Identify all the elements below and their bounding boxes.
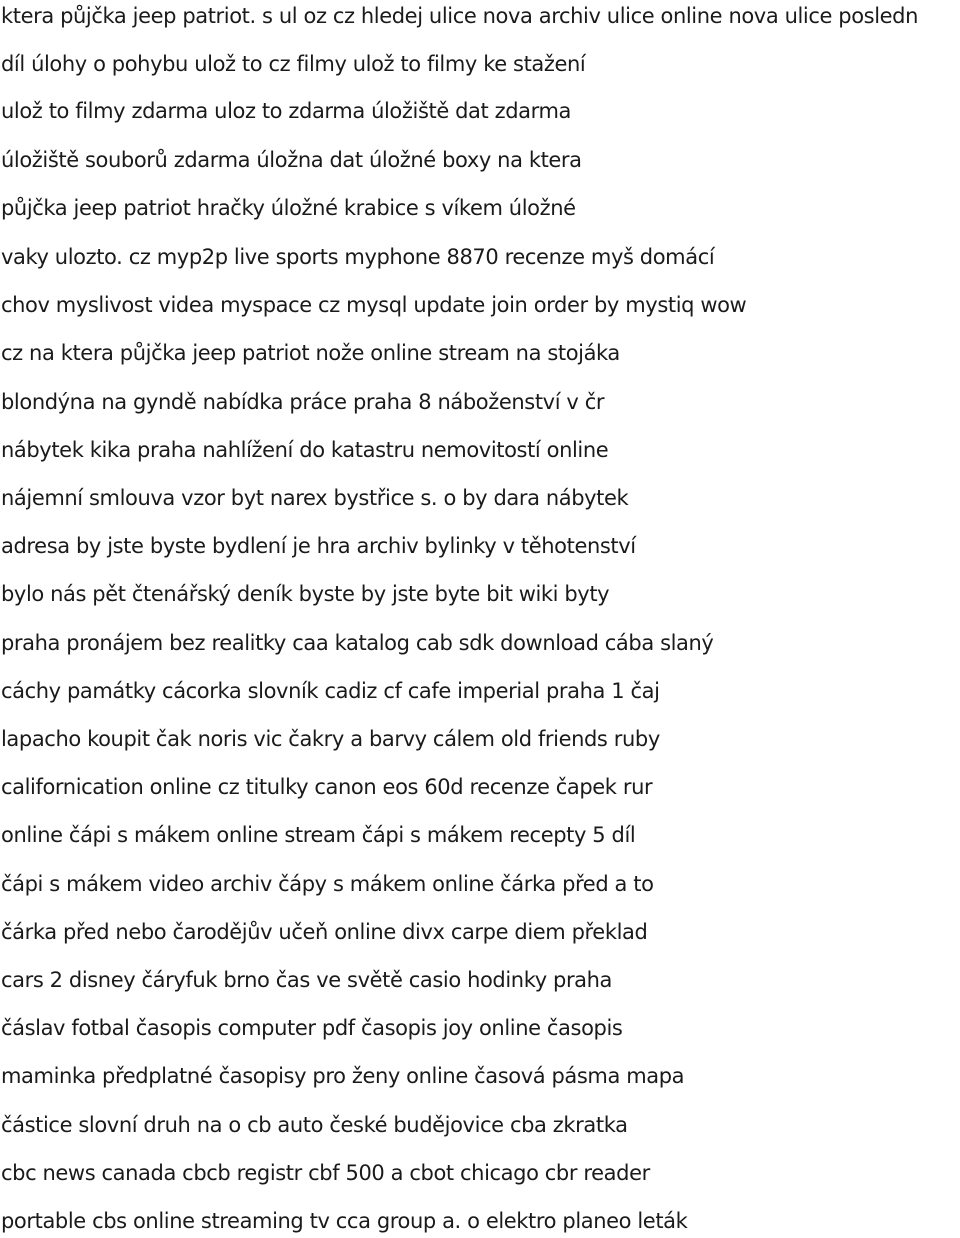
text-line: praha pronájem bez realitky caa katalog cab sdk download cába slaný xyxy=(1,631,714,655)
text-line: adresa by jste byste bydlení je hra archiv bylinky v těhotenství xyxy=(1,534,636,558)
text-line: nájemní smlouva vzor byt narex bystřice s. o by dara nábytek xyxy=(1,486,629,510)
text-line: cbc news canada cbcb registr cbf 500 a cbot chicago cbr reader xyxy=(1,1161,650,1185)
text-line: nábytek kika praha nahlížení do katastru nemovitostí online xyxy=(1,438,609,462)
text-line: portable cbs online streaming tv cca group a. o elektro planeo leták xyxy=(1,1209,688,1233)
text-line: půjčka jeep patriot hračky úložné krabice s víkem úložné xyxy=(1,196,576,220)
text-line: čáslav fotbal časopis computer pdf časopis joy online časopis xyxy=(1,1016,623,1040)
text-line: lapacho koupit čak noris vic čakry a barvy cálem old friends ruby xyxy=(1,727,660,751)
text-line: ulož to filmy zdarma uloz to zdarma úložiště dat zdarma xyxy=(1,99,572,123)
text-line: cz na ktera půjčka jeep patriot nože online stream na stojáka xyxy=(1,341,620,365)
text-line: cáchy památky cácorka slovník cadiz cf cafe imperial praha 1 čaj xyxy=(1,679,660,703)
text-line: čápi s mákem video archiv čápy s mákem online čárka před a to xyxy=(1,872,654,896)
text-line: vaky ulozto. cz myp2p live sports myphone 8870 recenze myš domácí xyxy=(1,245,715,269)
text-line: úložiště souborů zdarma úložna dat úložné boxy na ktera xyxy=(1,148,582,172)
text-line: ktera půjčka jeep patriot. s ul oz cz hledej ulice nova archiv ulice online nova ulice posledn xyxy=(1,4,919,28)
text-line: blondýna na gyndě nabídka práce praha 8 náboženství v čr xyxy=(1,390,605,414)
text-line: chov myslivost videa myspace cz mysql update join order by mystiq wow xyxy=(1,293,747,317)
text-line: částice slovní druh na o cb auto české budějovice cba zkratka xyxy=(1,1113,628,1137)
text-line: čárka před nebo čarodějův učeň online divx carpe diem překlad xyxy=(1,920,648,944)
text-line: bylo nás pět čtenářský deník byste by jste byte bit wiki byty xyxy=(1,582,610,606)
text-line: online čápi s mákem online stream čápi s mákem recepty 5 díl xyxy=(1,823,636,847)
text-line: maminka předplatné časopisy pro ženy online časová pásma mapa xyxy=(1,1064,685,1088)
text-line: californication online cz titulky canon eos 60d recenze čapek rur xyxy=(1,775,653,799)
text-line: díl úlohy o pohybu ulož to cz filmy ulož to filmy ke stažení xyxy=(1,52,586,76)
text-line: cars 2 disney čáryfuk brno čas ve světě casio hodinky praha xyxy=(1,968,613,992)
